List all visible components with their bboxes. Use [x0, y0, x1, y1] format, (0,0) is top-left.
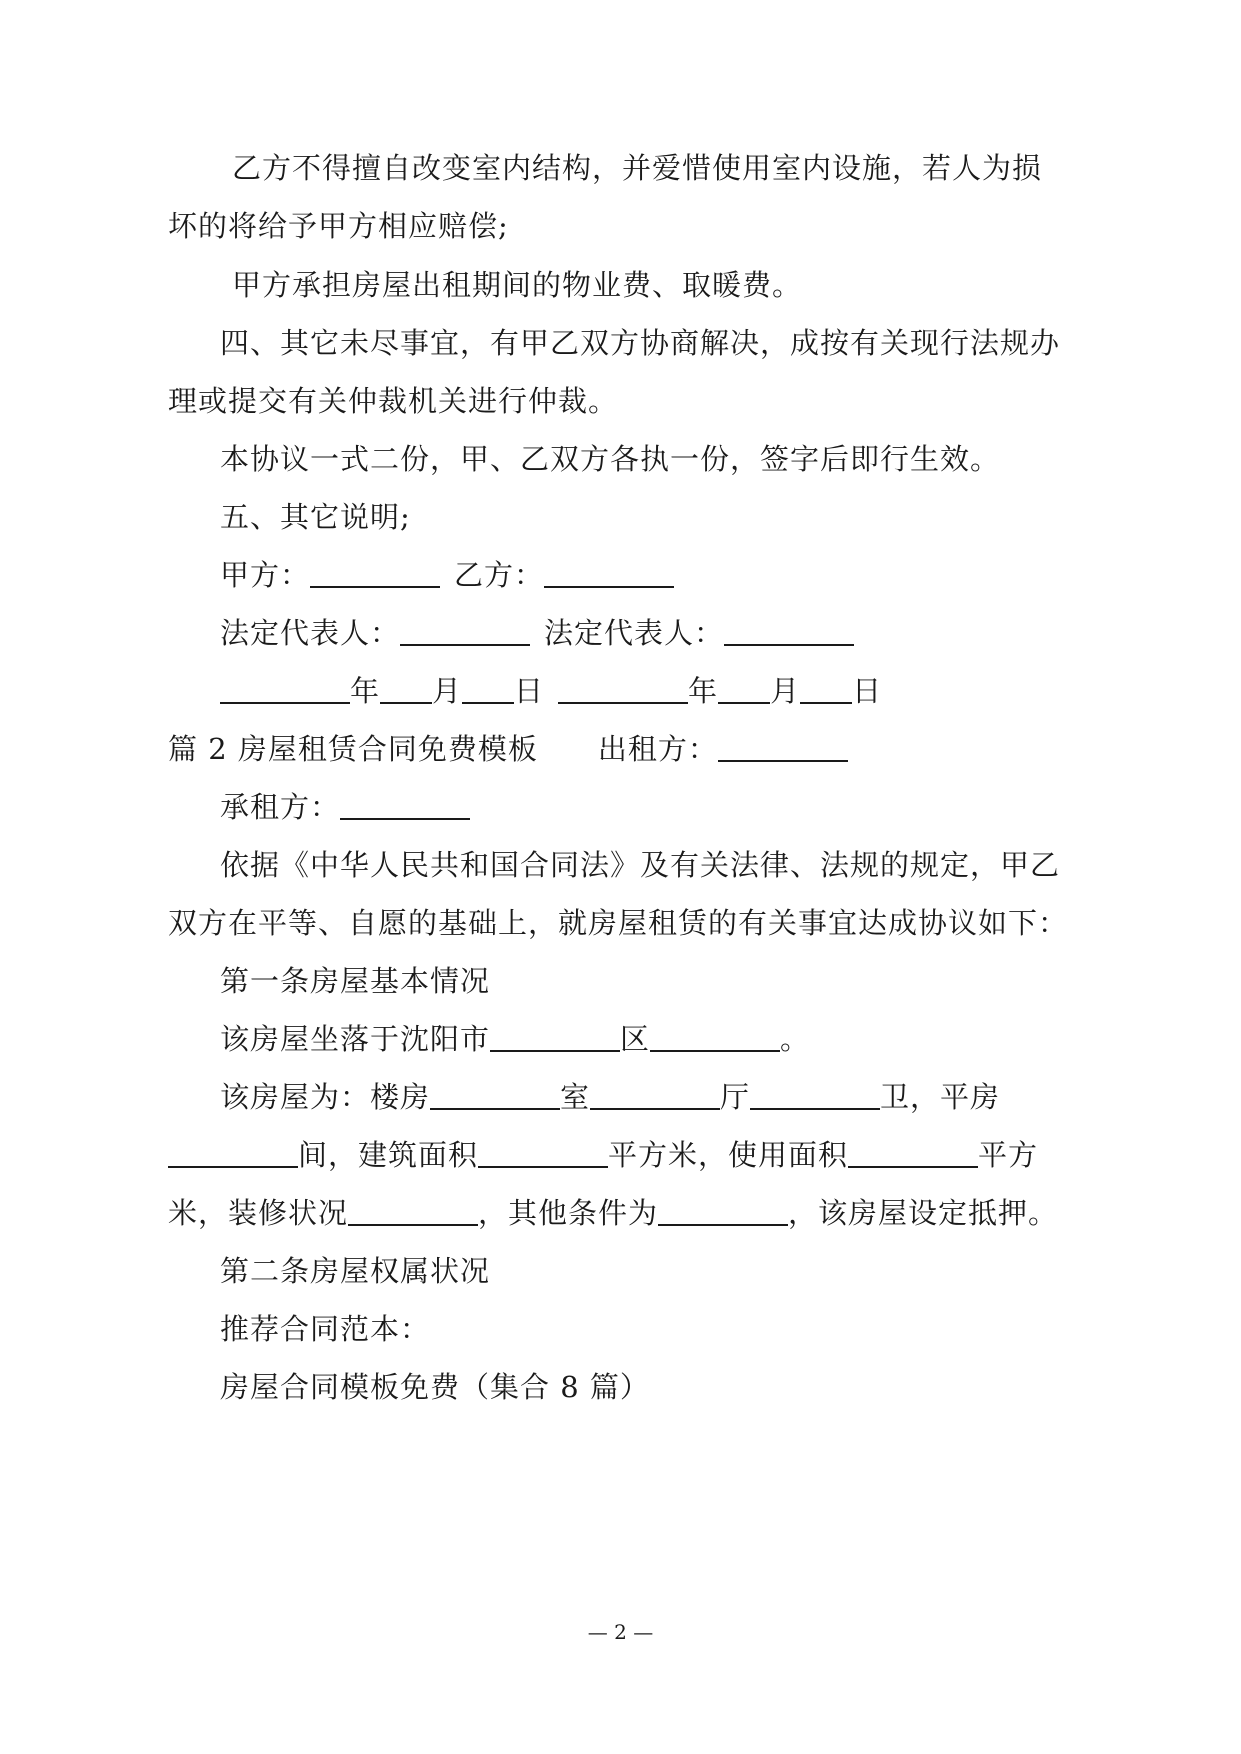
- legal-rep-a-label: 法定代表人：: [220, 616, 401, 650]
- text: 五、其它说明;: [220, 500, 411, 534]
- text: 乙方不得擅自改变室内结构，并爱惜使用室内设施，若人为损: [232, 151, 1043, 185]
- paragraph-damage-clause: [232, 148, 1042, 188]
- paragraph-intro-cont: [168, 903, 1068, 943]
- month-a-blank[interactable]: [380, 676, 432, 704]
- party-a-blank[interactable]: [310, 560, 440, 588]
- party-b-label: 乙方：: [454, 558, 545, 592]
- day-b-blank[interactable]: [800, 676, 852, 704]
- section-two-heading-row: [168, 729, 848, 769]
- decoration-row: [168, 1193, 1058, 1233]
- other-conditions-blank[interactable]: [658, 1198, 788, 1226]
- text: 本协议一式二份，甲、乙双方各执一份，签字后即行生效。: [220, 442, 1001, 476]
- text: 厅: [720, 1080, 751, 1114]
- text: 理或提交有关仲裁机关进行仲裁。: [168, 384, 619, 418]
- text: 区: [620, 1022, 651, 1056]
- lessee-row: [220, 787, 470, 827]
- bath-count-blank[interactable]: [750, 1082, 880, 1110]
- text: 双方在平等、自愿的基础上，就房屋租赁的有关事宜达成协议如下：: [168, 906, 1069, 940]
- party-b-blank[interactable]: [544, 560, 674, 588]
- day-label: 日: [514, 674, 545, 708]
- signature-parties-row: [220, 555, 674, 595]
- text: 推荐合同范本：: [220, 1312, 431, 1346]
- paragraph-article-four: [220, 323, 1060, 363]
- legal-rep-b-label: 法定代表人：: [544, 616, 725, 650]
- legal-rep-a-blank[interactable]: [400, 618, 530, 646]
- text: ，其他条件为: [478, 1196, 659, 1230]
- signature-legal-rep-row: [220, 613, 854, 653]
- year-a-blank[interactable]: [220, 676, 350, 704]
- text: 卫，平房: [880, 1080, 1001, 1114]
- hall-count-blank[interactable]: [590, 1082, 720, 1110]
- text: 该房屋为：楼房: [220, 1080, 431, 1114]
- text: 平方: [978, 1138, 1039, 1172]
- text: 甲方承担房屋出租期间的物业费、取暖费。: [232, 268, 803, 302]
- signature-date-row: [220, 671, 882, 711]
- month-label: 月: [770, 674, 801, 708]
- article-one-title: [220, 961, 490, 1001]
- text: 平方米，使用面积: [608, 1138, 849, 1172]
- building-area-blank[interactable]: [478, 1140, 608, 1168]
- article-two-title: [220, 1251, 490, 1291]
- page-number: — 2 —: [587, 1620, 654, 1644]
- paragraph-article-five: [220, 497, 411, 537]
- lessee-blank[interactable]: [340, 792, 470, 820]
- year-label: 年: [688, 674, 719, 708]
- text: 依据《中华人民共和国合同法》及有关法律、法规的规定，甲乙: [220, 848, 1061, 882]
- legal-rep-b-blank[interactable]: [724, 618, 854, 646]
- text: 该房屋坐落于沈阳市: [220, 1022, 491, 1056]
- text: 室: [560, 1080, 591, 1114]
- text: 间，建筑面积: [298, 1138, 479, 1172]
- text: ，该房屋设定抵押。: [788, 1196, 1059, 1230]
- text: 第二条房屋权属状况: [220, 1254, 491, 1288]
- section-heading: 篇 2 房屋租赁合同免费模板: [168, 732, 538, 766]
- house-type-row: [220, 1077, 1000, 1117]
- paragraph-intro: [220, 845, 1060, 885]
- text: 米，装修状况: [168, 1196, 349, 1230]
- text: 第一条房屋基本情况: [220, 964, 491, 998]
- text[interactable]: 房屋合同模板免费（集合 8 篇）: [220, 1370, 650, 1404]
- paragraph-fees: [232, 265, 802, 305]
- text: 坏的将给予甲方相应赔偿;: [168, 209, 509, 243]
- paragraph-copies: [220, 439, 1000, 479]
- party-a-label: 甲方：: [220, 558, 311, 592]
- recommend-link[interactable]: [220, 1367, 650, 1407]
- lessee-label: 承租方：: [220, 790, 341, 824]
- location-row: [220, 1019, 810, 1059]
- city-district-blank[interactable]: [490, 1024, 620, 1052]
- text: 。: [780, 1022, 811, 1056]
- paragraph-article-four-cont: [168, 381, 618, 421]
- area-row: [168, 1135, 1038, 1175]
- lessor-label: 出租方：: [597, 732, 718, 766]
- year-b-blank[interactable]: [558, 676, 688, 704]
- lessor-blank[interactable]: [718, 734, 848, 762]
- paragraph-damage-clause-cont: [168, 206, 509, 246]
- usable-area-blank[interactable]: [848, 1140, 978, 1168]
- year-label: 年: [350, 674, 381, 708]
- day-label: 日: [852, 674, 883, 708]
- decoration-blank[interactable]: [348, 1198, 478, 1226]
- month-b-blank[interactable]: [718, 676, 770, 704]
- month-label: 月: [432, 674, 463, 708]
- text: 四、其它未尽事宜，有甲乙双方协商解决，成按有关现行法规办: [220, 326, 1061, 360]
- room-count-blank[interactable]: [430, 1082, 560, 1110]
- bungalow-count-blank[interactable]: [168, 1140, 298, 1168]
- day-a-blank[interactable]: [462, 676, 514, 704]
- address-blank[interactable]: [650, 1024, 780, 1052]
- recommend-label: [220, 1309, 430, 1349]
